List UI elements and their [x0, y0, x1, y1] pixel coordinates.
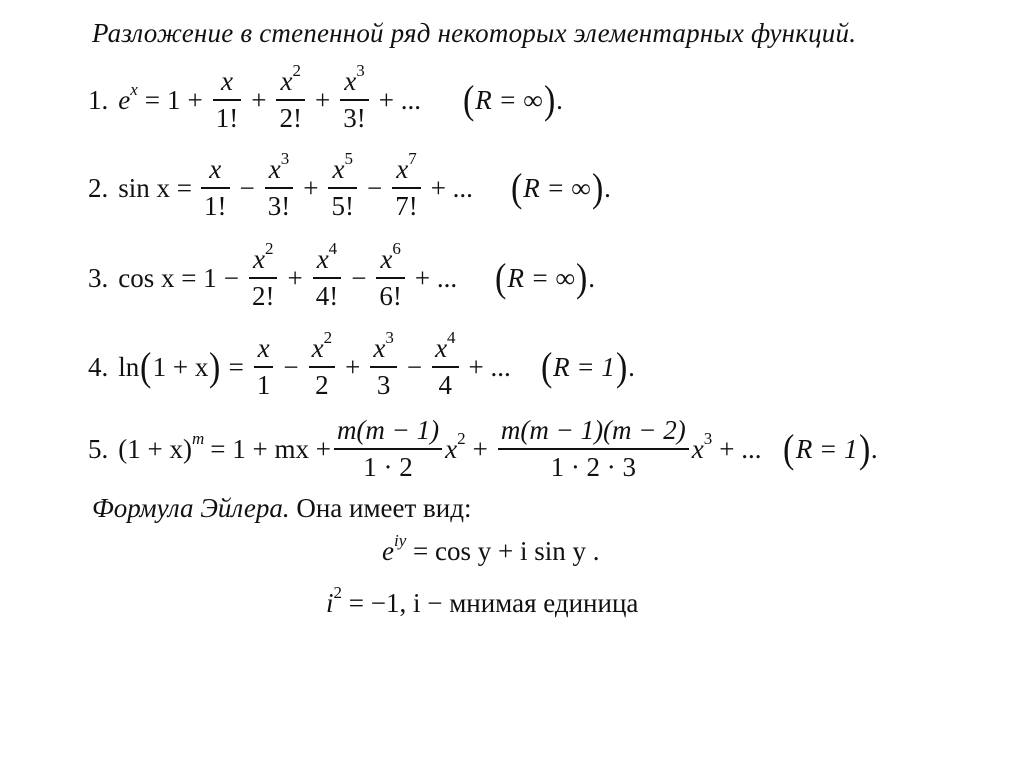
item-number: 1.: [88, 84, 109, 115]
term-3-power: $x^3$: [691, 428, 713, 464]
ellipsis: + ...: [430, 172, 473, 203]
euler-formula: $e^{iy} = \cos y + i$ sin y .: [382, 531, 600, 566]
lhs: $e^x$: [118, 79, 138, 115]
term-2: $\frac{x^4}{4!}$: [313, 244, 342, 312]
item-number: 3.: [88, 262, 109, 293]
term-1: $\frac{x}{1!}$: [201, 154, 230, 222]
term-1: $\frac{x^2}{2!}$: [249, 244, 278, 312]
term-3: $\frac{x^6}{6!}$: [376, 244, 405, 312]
lhs-function: ln: [118, 351, 140, 382]
term-2-coefficient: $\frac{m(m - 1)}{1 \cdot 2}$: [334, 415, 442, 483]
ellipsis: + ...: [719, 433, 762, 464]
lhs: $(1 + x)^m$: [118, 428, 205, 464]
ellipsis: + ...: [468, 351, 511, 382]
series-ln: 4. ln ( 1 + x ) = $\frac{x}{1}$ − $\frac{x^2}{2}$ + $\frac{x^3}{3}$ − $\frac{x^4}{4}$ + ... ( R = 1 ) .: [88, 328, 635, 400]
convergence-radius: R = ∞: [523, 172, 591, 203]
ellipsis: + ...: [378, 84, 421, 115]
term-2: $\frac{x^3}{3!}$: [265, 154, 294, 222]
term-2: $\frac{x^2}{2}$: [309, 333, 335, 401]
constant-term: 1: [167, 84, 181, 115]
ellipsis: + ...: [414, 262, 458, 293]
term-2-power: $x^2$: [445, 428, 466, 464]
lhs: cos x = 1: [118, 262, 217, 293]
equals-sign: =: [144, 84, 161, 115]
term-3: $\frac{x^5}{5!}$: [328, 154, 357, 222]
imaginary-unit-line: $i^2 = -1$, i − мнимая единица: [326, 583, 639, 618]
convergence-radius: R = ∞: [475, 84, 543, 115]
term-2: $\frac{x^2}{2!}$: [276, 66, 305, 134]
term-1: $\frac{x}{1}$: [254, 333, 274, 401]
series-cos: 3. cos x = 1 − $\frac{x^2}{2!}$ + $\frac{x^4}{4!}$ − $\frac{x^6}{6!}$ + ... ( R = ∞ ) .: [88, 239, 596, 311]
term-4: $\frac{x^7}{7!}$: [392, 154, 421, 222]
item-number: 2.: [88, 172, 109, 203]
convergence-radius: R = ∞: [507, 262, 575, 293]
leading-terms: = 1 + mx +: [210, 433, 331, 464]
lhs: sin x =: [118, 172, 192, 203]
item-number: 4.: [88, 351, 109, 382]
series-binomial: 5. $(1 + x)^m$ = 1 + mx + $\frac{m(m - 1)}{1 \cdot 2}$ $x^2$ + $\frac{m(m - 1)(m - 2)}{1 \cdot 2 \cdot 3}$ $x^3$ + ... ( R = 1 ) .: [88, 415, 878, 482]
convergence-radius: R = 1: [553, 351, 615, 382]
lhs-argument: 1 + x: [152, 351, 209, 382]
term-1: $\frac{x}{1!}$: [213, 66, 242, 134]
item-number: 5.: [88, 433, 109, 464]
convergence-radius: R = 1: [795, 433, 858, 464]
euler-heading: Формула Эйлера. Она имеет вид:: [92, 493, 472, 523]
term-3: $\frac{x^3}{3!}$: [340, 66, 369, 134]
term-3-coefficient: $\frac{m(m - 1)(m - 2)}{1 \cdot 2 \cdot 3}$: [498, 415, 689, 483]
series-exp: 1. $e^x$ = 1 + $\frac{x}{1!}$ + $\frac{x^2}{2!}$ + $\frac{x^3}{3!}$ + ... ( R = ∞ ) .: [88, 61, 563, 133]
series-sin: 2. sin x = $\frac{x}{1!}$ − $\frac{x^3}{3!}$ + $\frac{x^5}{5!}$ − $\frac{x^7}{7!}$ + ... ( R = ∞ ) .: [88, 149, 611, 221]
term-3: $\frac{x^3}{3}$: [370, 333, 396, 401]
page-title: Разложение в степенной ряд некоторых элементарных функций.: [92, 18, 857, 48]
term-4: $\frac{x^4}{4}$: [432, 333, 458, 401]
plus-sign: +: [187, 84, 203, 115]
